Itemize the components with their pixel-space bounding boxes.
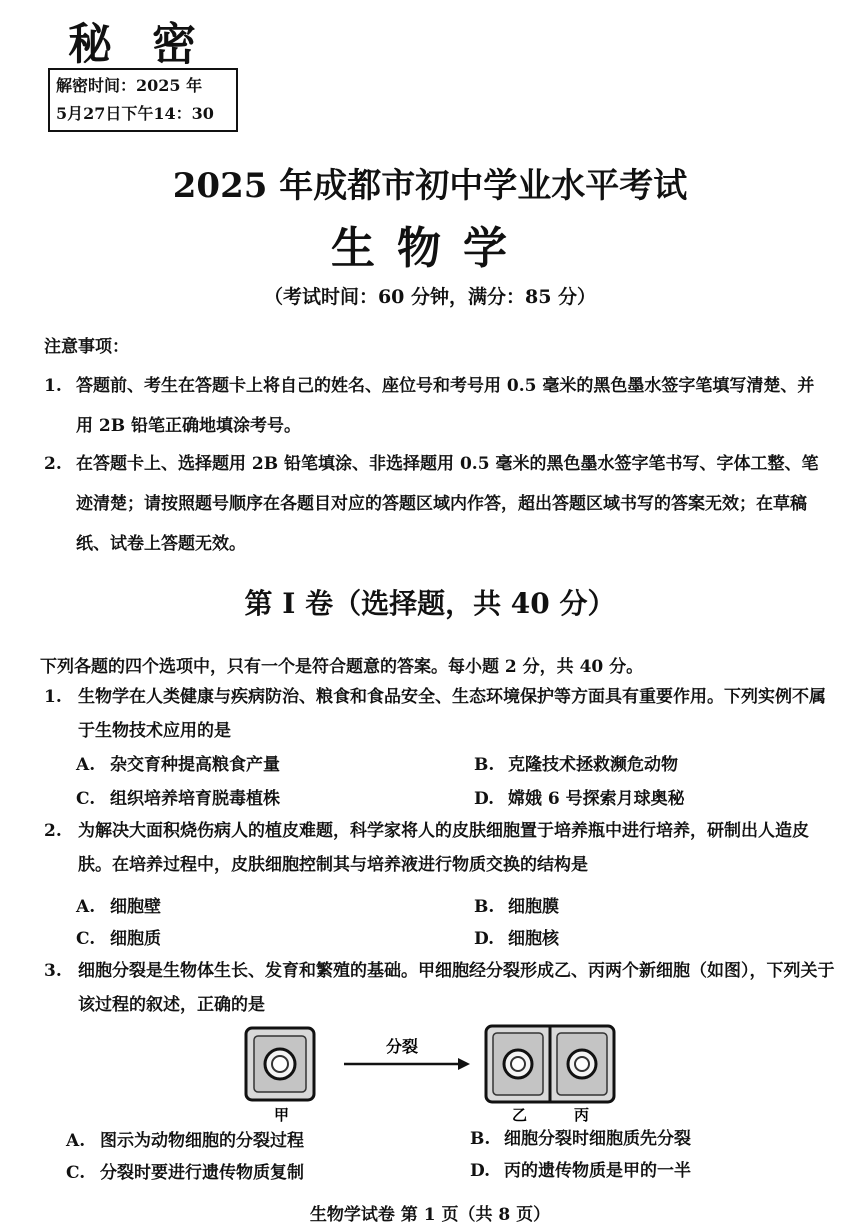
question-3: [44, 954, 834, 1024]
question-2: [44, 814, 834, 884]
option-letter: A.: [66, 1131, 86, 1151]
option-d[interactable]: [474, 784, 685, 809]
page-footer: 生物学试卷 第 1 页（共 8 页）: [309, 1205, 551, 1225]
section-title: 第 I 卷（选择题，共 40 分）: [244, 587, 616, 620]
option-letter: D.: [474, 929, 495, 949]
question-text: 生物学在人类健康与疾病防治、粮食和食品安全、生态环境保护等方面具有重要作用。下列实例不属于生物技术应用的是: [78, 687, 826, 741]
option-letter: A.: [76, 897, 96, 917]
option-d[interactable]: [470, 1156, 691, 1181]
option-text: 嫦娥 6 号探索月球奥秘: [508, 789, 685, 809]
exam-meta: （考试时间：60 分钟，满分：85 分）: [263, 286, 597, 308]
declassification-box: [48, 68, 238, 132]
label-jia: 甲: [274, 1106, 290, 1124]
option-text: 细胞壁: [110, 897, 161, 917]
notice-item: [44, 444, 834, 564]
question-1: [44, 680, 834, 750]
cell-division-diagram: [240, 1020, 620, 1125]
option-letter: D.: [470, 1161, 491, 1181]
option-text: 图示为动物细胞的分裂过程: [100, 1131, 304, 1151]
option-letter: B.: [470, 1129, 491, 1149]
arrow-label: 分裂: [386, 1037, 419, 1056]
nucleolus-bing: [575, 1057, 589, 1071]
question-number: 3.: [44, 961, 62, 981]
option-b[interactable]: [470, 1124, 691, 1149]
option-letter: C.: [76, 929, 96, 949]
option-text: 细胞分裂时细胞质先分裂: [504, 1129, 691, 1149]
cell-division-figure: [240, 1020, 620, 1125]
option-text: 丙的遗传物质是甲的一半: [504, 1161, 691, 1181]
option-letter: C.: [66, 1163, 86, 1183]
option-a[interactable]: [76, 750, 280, 775]
notice-heading: 注意事项：: [44, 337, 129, 357]
option-d[interactable]: [474, 924, 559, 949]
declass-line-2: 5月27日下午14：30: [56, 104, 214, 123]
option-text: 细胞质: [110, 929, 161, 949]
subject-title: 生物学: [331, 223, 529, 274]
option-text: 克隆技术拯救濒危动物: [508, 755, 678, 775]
option-a[interactable]: [66, 1126, 304, 1151]
option-text: 细胞核: [508, 929, 559, 949]
option-a[interactable]: [76, 892, 161, 917]
notice-item-number: 1.: [44, 376, 62, 396]
option-letter: D.: [474, 789, 495, 809]
label-bing: 丙: [574, 1106, 590, 1124]
question-number: 2.: [44, 821, 62, 841]
question-number: 1.: [44, 687, 62, 707]
question-text: 细胞分裂是生物体生长、发育和繁殖的基础。甲细胞经分裂形成乙、丙两个新细胞（如图），下列关于该过程的叙述，正确的是: [78, 961, 835, 1015]
notice-item-number: 2.: [44, 454, 62, 474]
notice-item-text: 答题前、考生在答题卡上将自己的姓名、座位号和考号用 0.5 毫米的黑色墨水签字笔填写清楚、并用 2B 铅笔正确地填涂考号。: [76, 376, 815, 436]
option-letter: C.: [76, 789, 96, 809]
option-c[interactable]: [76, 784, 280, 809]
option-b[interactable]: [474, 750, 678, 775]
option-text: 分裂时要进行遗传物质复制: [100, 1163, 304, 1183]
exam-title: 2025 年成都市初中学业水平考试: [172, 166, 688, 206]
option-c[interactable]: [76, 924, 161, 949]
nucleolus-yi: [511, 1057, 525, 1071]
option-text: 细胞膜: [508, 897, 559, 917]
declass-line-1: 解密时间：2025 年: [56, 76, 203, 95]
question-text: 为解决大面积烧伤病人的植皮难题，科学家将人的皮肤细胞置于培养瓶中进行培养，研制出人造皮肤。在培养过程中，皮肤细胞控制其与培养液进行物质交换的结构是: [78, 821, 809, 875]
option-c[interactable]: [66, 1158, 304, 1183]
label-yi: 乙: [512, 1106, 528, 1124]
section-instruction: 下列各题的四个选项中，只有一个是符合题意的答案。每小题 2 分，共 40 分。: [40, 657, 644, 677]
option-letter: A.: [76, 755, 96, 775]
option-letter: B.: [474, 755, 495, 775]
option-b[interactable]: [474, 892, 559, 917]
option-letter: B.: [474, 897, 495, 917]
notice-item: [44, 366, 834, 446]
nucleolus-jia: [272, 1056, 288, 1072]
option-text: 杂交育种提高粮食产量: [110, 755, 280, 775]
notice-item-text: 在答题卡上、选择题用 2B 铅笔填涂、非选择题用 0.5 毫米的黑色墨水签字笔书写、字体工整、笔迹清楚；请按照题号顺序在各题目对应的答题区域内作答，超出答题区域书写的答案无效；在草稿纸、试卷上答题无效。: [76, 454, 819, 554]
secret-label: 秘密: [68, 19, 236, 70]
option-text: 组织培养培育脱毒植株: [110, 789, 280, 809]
arrow-head-icon: [458, 1058, 470, 1070]
